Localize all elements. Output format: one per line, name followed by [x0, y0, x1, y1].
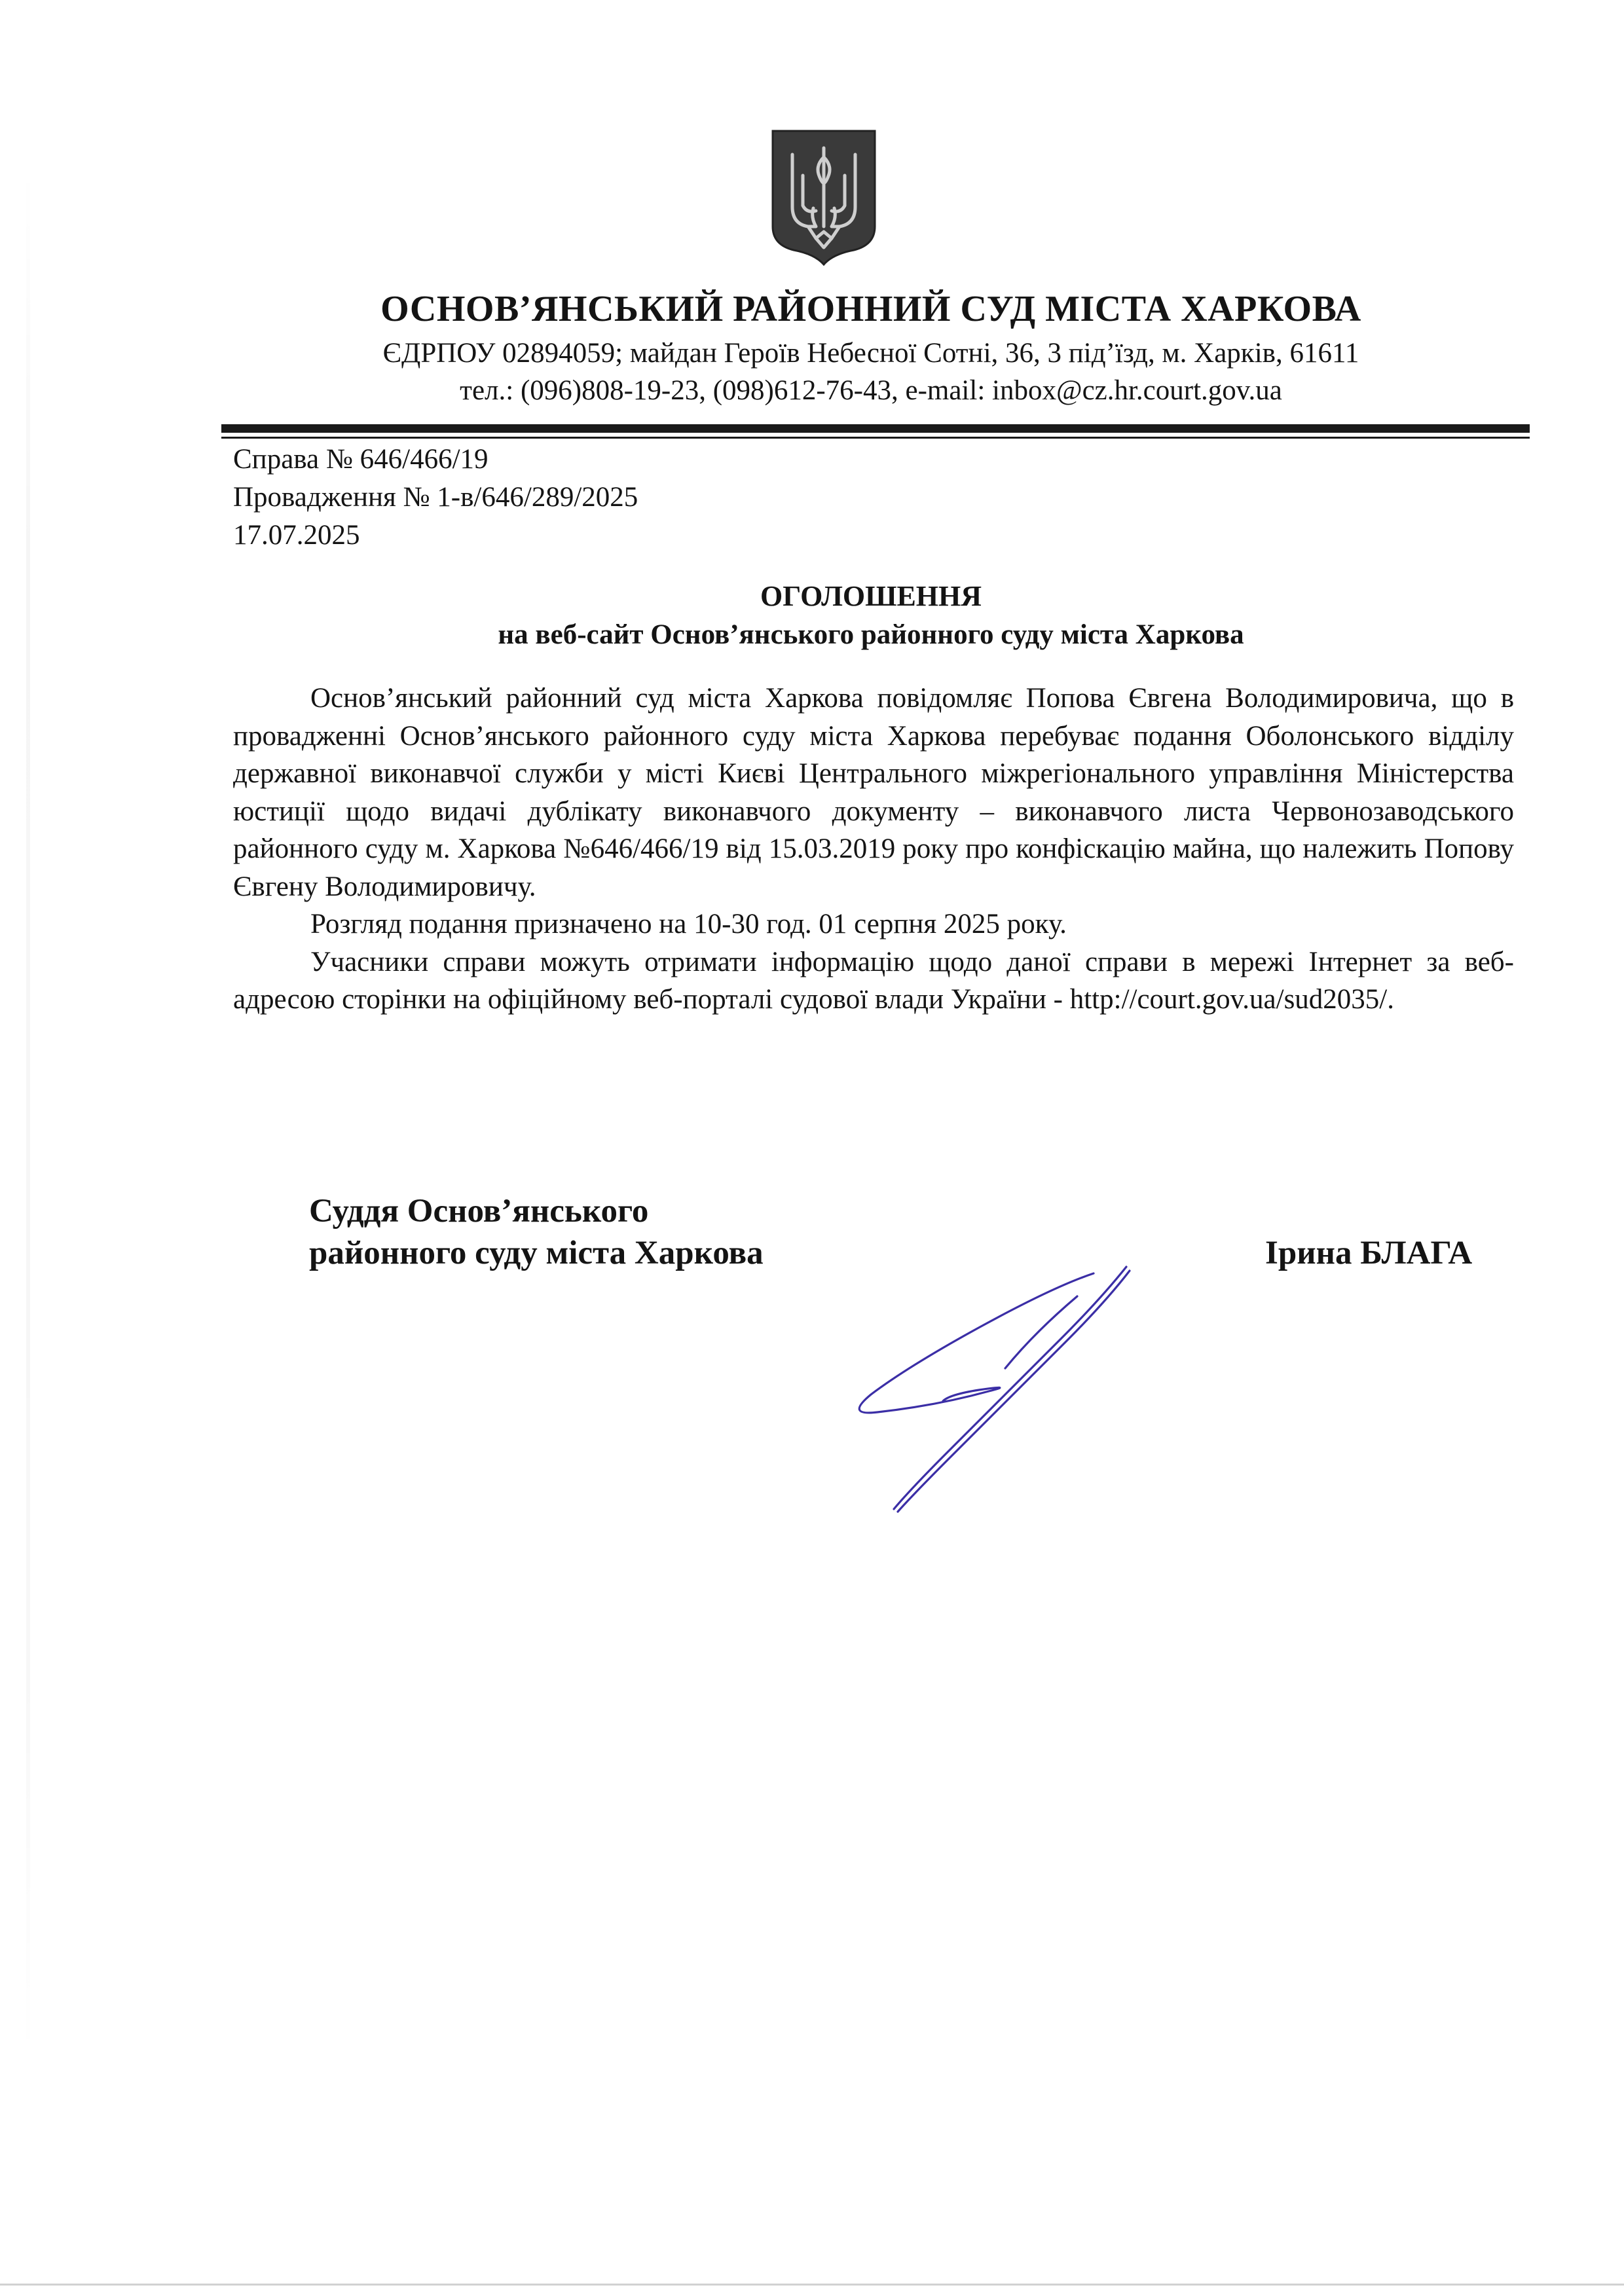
header-divider-thick [221, 424, 1530, 433]
scan-edge-bottom [0, 2284, 1624, 2286]
notice-subtitle: на веб-сайт Основ’янського районного суду міста Харкова [498, 619, 1244, 650]
notice-title: ОГОЛОШЕННЯ [760, 580, 982, 612]
court-name: ОСНОВ’ЯНСЬКИЙ РАЙОННИЙ СУД МІСТА ХАРКОВА [380, 289, 1361, 329]
judge-position-line: районного суду міста Харкова [309, 1235, 764, 1271]
case-number: Справа № 646/466/19 [233, 444, 489, 475]
handwritten-signature [819, 1260, 1159, 1516]
notice-paragraph: Розгляд подання призначено на 10-30 год. 01 серпня 2025 року. [310, 909, 1067, 939]
notice-body [233, 680, 1514, 1019]
judge-name: Ірина БЛАГА [1265, 1235, 1473, 1271]
proceeding-number: Провадження № 1-в/646/289/2025 [233, 482, 638, 513]
header-divider-thin [221, 437, 1530, 439]
document-date: 17.07.2025 [233, 520, 360, 551]
judge-position-line: Суддя Основ’янського [309, 1193, 649, 1230]
judge-position [309, 1190, 764, 1274]
notice-paragraph: Основ’янський районний суд міста Харкова повідомляє Попова Євгена Володимировича, що в провадженні Основ’янського районного суду міста Харкова перебуває подання Оболонського відділу державної виконавчої служби у місті Києві Центрального міжрегіонального управління Міністерства юстиції щодо видачі дублікату виконавчого документу – виконавчого листа Червонозаводського районного суду м. Харкова №646/466/19 від 15.03.2019 року про конфіскацію майна, що належить Попову Євгену Володимировичу. [233, 683, 1514, 902]
notice-paragraph: Учасники справи можуть отримати інформацію щодо даної справи в мережі Інтернет за веб-адресою сторінки на офіційному веб-порталі судової влади України - http://court.gov.ua/sud2035/. [233, 946, 1514, 1015]
court-contacts: тел.: (096)808-19-23, (098)612-76-43, e-mail: inbox@cz.hr.court.gov.ua [460, 375, 1282, 406]
court-address: ЄДРПОУ 02894059; майдан Героїв Небесної Сотні, 36, 3 під’їзд, м. Харків, 61611 [382, 338, 1359, 369]
scan-edge-shadow [26, 164, 30, 2062]
coat-of-arms-of-ukraine-icon [770, 128, 877, 267]
